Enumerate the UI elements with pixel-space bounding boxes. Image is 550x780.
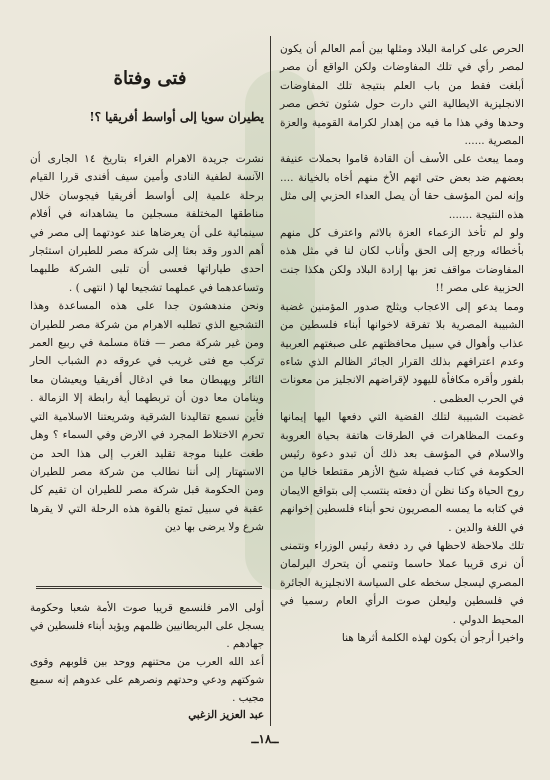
author-signature: عبد العزيز الزغبي (188, 709, 264, 722)
article-title: فتى وفتاة (113, 68, 187, 89)
paragraph: ولو لم تأخذ الزعماء العزة بالاثم واعترف كل منهم بأخطائه ورجع إلى الحق وأناب لكان لنا في مثل هذه المفاوضات مواقف تعز بها إرادة البلاد ولكن هكذا جنت الحزبية على مصر !! (280, 227, 524, 295)
paragraph: ونحن مندهشون جدا على هذه المساعدة وهذا التشجيع الذي تطلبه الاهرام من شركة مصر للطيران ومن غير شركة مصر — فتاة مسلمة في ربيع العمر تركب مع فتى غريب في عروقه دم الشباب الحار الثائر ويهبطان معا في ادغال أفريقيا ويعيشان معا وينامان معا دون أن تربطهما أية رابطة إلا الزمالة . فأين نسمع تقاليدنا الشرقية وشريعتنا الاسلامية التي تحرم الاختلاط المجرد في الارض وفي السماء ؟ وهل طغت علينا موجة تقليد الغرب إلى هذا الحد من الاستهتار إلى أننا نطالب من شركة مصر للطيران ومن الحكومة قبل شركة مصر للطيران ان تقيم كل عقبة في سبيل تمتع بالقوة هذه الرحلة التي لا يقرها شرع ولا يرضى بها دين (30, 300, 264, 534)
paragraph: واخيرا أرجو أن يكون لهذه الكلمة أثرها هنا (341, 632, 524, 644)
paragraph: الحرص على كرامة البلاد ومثلها بين أمم العالم أن يكون لمصر رأي في تلك المفاوضات ولكن الواقع أن مصر أبلغت فقط من باب العلم بنتيجة تلك المفاوضات الانجليزية الايطالية التي دارت حول شئون تخص مصر وحدها وفي هذا ما فيه من إهدار لكرامة القومية والعزة المصرية ...... (280, 43, 524, 148)
right-column (280, 40, 524, 647)
paragraph: أولى الامر فلنسمع قريبا صوت الأمة شعبا وحكومة يسجل على البريطانيين ظلمهم ويؤيد أبناء فلسطين في جهادهم . (30, 602, 264, 650)
column-divider (270, 36, 271, 726)
paragraph: ومما يبعث على الأسف أن القادة قاموا بحملات عنيفة بعضهم ضد بعض حتى اتهم الأخ منهم أخاه بالخيانة .... وإنه لمن المؤسف حقا أن يصل العداء الحزبي إلى مثل هذه النتيجة ....... (280, 153, 524, 221)
paragraph: تلك ملاحظة لاحظها في رد دفعة رئيس الوزراء ونتمنى أن نرى قريبا عملا حاسما وتنمي أن يتحرك البرلمان المصري ليسجل سخطه على السياسة الانجليزية الجائرة في فلسطين وليعلن صوت الرأي العام رسميا في المحيط الدولي . (280, 539, 524, 626)
left-column (30, 150, 264, 537)
section-divider (36, 588, 262, 589)
paragraph: غضبت الشبيبة لتلك القضية التي دفعها اليها إيمانها وعمت المظاهرات في الطرقات هاتفة بحياة العروبة والاسلام في المؤسف بعد ذلك أن تبدو دعوة رئيس الحكومة في كتاب فضيلة شيخ الأزهر مقتطعا خاليا من روح الحياة وكنا نظن أن دفعته ينتسب إلى بتواقع الايمان في كتابه ما يمسه المصريون نحو أبناء فلسطين إخوانهم في اللغة والدين . (280, 411, 524, 534)
article-subtitle: يطيران سويا إلى أواسط أفريقيا ؟! (89, 110, 264, 124)
page-number: ــ١٨ــ (251, 732, 279, 746)
section-divider (36, 586, 262, 587)
paragraph: ومما يدعو إلى الاعجاب ويثلج صدور المؤمنين غضبة الشبيبة المصرية بلا تفرقة لاخوانها أبناء فلسطين من عذاب وأهوال في سبيل محافظتهم على صبغتهم العربية وعدم اعترافهم بذلك القرار الجائر الظالم الذي شاءه بلفور وأقره مكافأة لليهود لإقراضهم الانجليز من معونات في الحرب العظمى . (280, 300, 524, 405)
left-bottom-block (30, 600, 264, 725)
paragraph: نشرت جريدة الاهرام الغراء بتاريخ ١٤ الجارى أن الآنسة لطفية النادى وأمين سيف أفندى قررا القيام برحلة علمية إلى أواسط أفريقيا فيجوسان خلال مناطقها المختلفة مسجلين ما يشاهدانه في أفلام سينمائية على أن يعرضاها عند عودتهما إلى مصر في أهم الدور وقد بعثا إلى شركة مصر للطيران استئجار احدى طياراتها فعسى أن تلبى الشركة طلبهما وتساعدهما في عملهما تشجيعا لها ( انتهى ) . (30, 153, 264, 294)
paragraph: أعد الله العرب من محتنهم ووحد بين قلوبهم وقوى شوكتهم ودعي وحدتهم ونصرهم على عدوهم إنه سميع مجيب . (30, 655, 264, 704)
